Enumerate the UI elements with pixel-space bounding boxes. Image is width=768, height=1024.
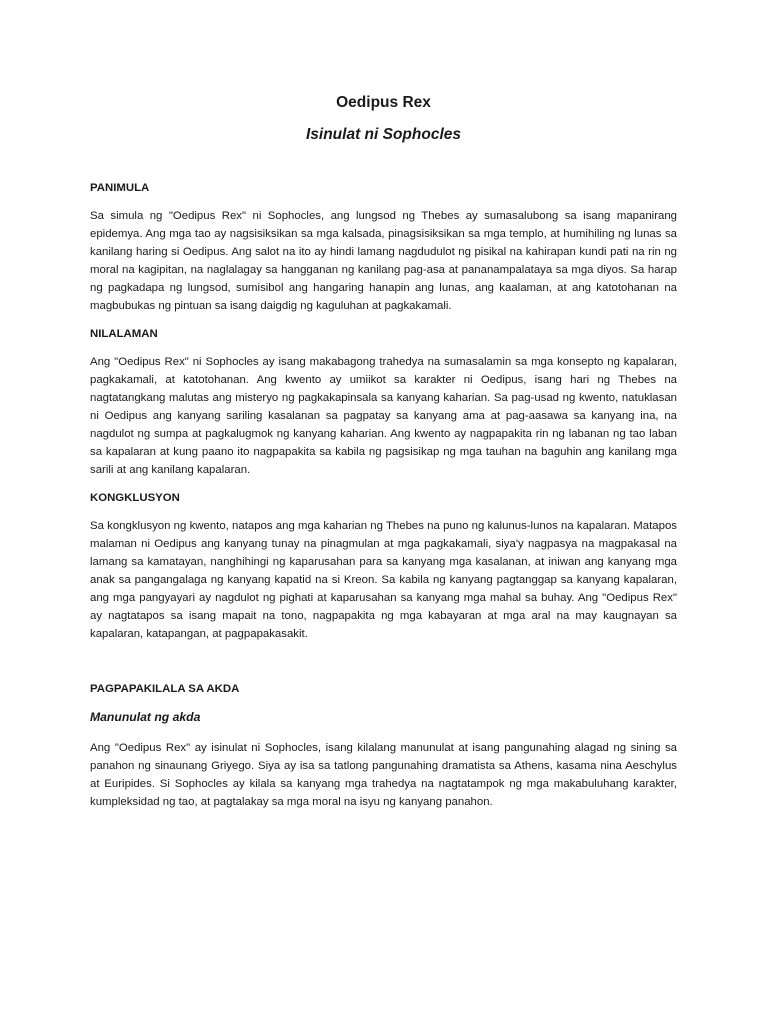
section-body-panimula: Sa simula ng "Oedipus Rex" ni Sophocles, ang lungsod ng Thebes ay sumasalubong sa isang mapanirang epidemya. Ang mga tao ay nagsisiksikan sa mga kalsada, pinagsisiksikan sa mga templo, at humihiling ng lunas sa kanilang haring si Oedipus. Ang salot na ito ay hindi lamang nagdudulot ng pisikal na kahirapan kundi pati na rin ng moral na kagipitan, na naglalagay sa hangganan ng kanilang pag-asa at pananampalataya sa mga diyos. Sa harap ng pagkadapa ng lungsod, sumisibol ang hangaring hanapin ang lunas, ang kaalaman, at ang katotohanan na magbubukas ng pintuan sa isang daigdig ng kaguluhan at pagkakamali. [90, 210, 677, 312]
subsection-heading-manunulat: Manunulat ng akda [90, 710, 201, 724]
section-body-manunulat: Ang "Oedipus Rex" ay isinulat ni Sophocles, isang kilalang manunulat at isang pangunahing alagad ng sining sa panahon ng sinaunang Griyego. Siya ay isa sa tatlong pangunahing dramatista sa Athens, kasama nina Aeschylus at Euripides. Si Sophocles ay kilala sa kanyang mga trahedya na nagtatampok ng mga makabuluhang karakter, kumpleksidad ng tao, at pagtalakay sa mga moral na isyu ng kanyang panahon. [90, 742, 677, 808]
section-body-nilalaman: Ang "Oedipus Rex" ni Sophocles ay isang makabagong trahedya na sumasalamin sa mga konsepto ng kapalaran, pagkakamali, at katotohanan. Ang kwento ay umiikot sa karakter ni Oedipus, isang hari ng Thebes na nagtatangkang malutas ang misteryo ng pagkakapinsala sa kanyang kaharian. Sa pag-usad ng kwento, natuklasan ni Oedipus ang kanyang sariling kasalanan sa pagpatay sa kanyang ama at pag-aasawa sa kanyang ina, na nagdulot ng sumpa at pagkalugmok ng kanyang kaharian. Ang kwento ay nagpapakita rin ng labanan ng tao laban sa kapalaran at kung paano ito nagpapakita sa kabila ng pagsisikap ng mga tauhan na baguhin ang kanilang mga sarili at ang kanilang kapalaran. [90, 356, 677, 476]
document-page [90, 0, 677, 811]
document-subtitle: Isinulat ni Sophocles [305, 126, 462, 143]
section-heading-nilalaman: NILALAMAN [90, 328, 158, 340]
section-heading-pagpapakilala: PAGPAPAKILALA SA AKDA [90, 683, 240, 695]
section-heading-kongklusyon: KONGKLUSYON [90, 492, 180, 504]
document-title: Oedipus Rex [336, 94, 431, 111]
section-body-kongklusyon: Sa kongklusyon ng kwento, natapos ang mga kaharian ng Thebes na puno ng kalunus-lunos na kapalaran. Matapos malaman ni Oedipus ang kanyang tunay na pinagmulan at mga pagkakamali, siya'y nagpasya na magpakasal na lamang sa kamatayan, nanghihingi ng kaparusahan para sa kanyang mga kasalanan, at iniwan ang kanyang mga anak sa pangangalaga ng kanyang kapatid na si Kreon. Sa kabila ng kanyang pagtanggap sa kanyang kapalaran, ang mga pangyayari ay nagdulot ng pighati at kaparusahan sa kanyang mga mahal sa buhay. Ang "Oedipus Rex" ay nagtatapos sa isang mapait na tono, nagpapakita ng mga kabayaran at mga aral na may kaugnayan sa kapalaran, katapangan, at pagpapakasakit. [90, 520, 677, 640]
section-heading-panimula: PANIMULA [90, 182, 150, 194]
